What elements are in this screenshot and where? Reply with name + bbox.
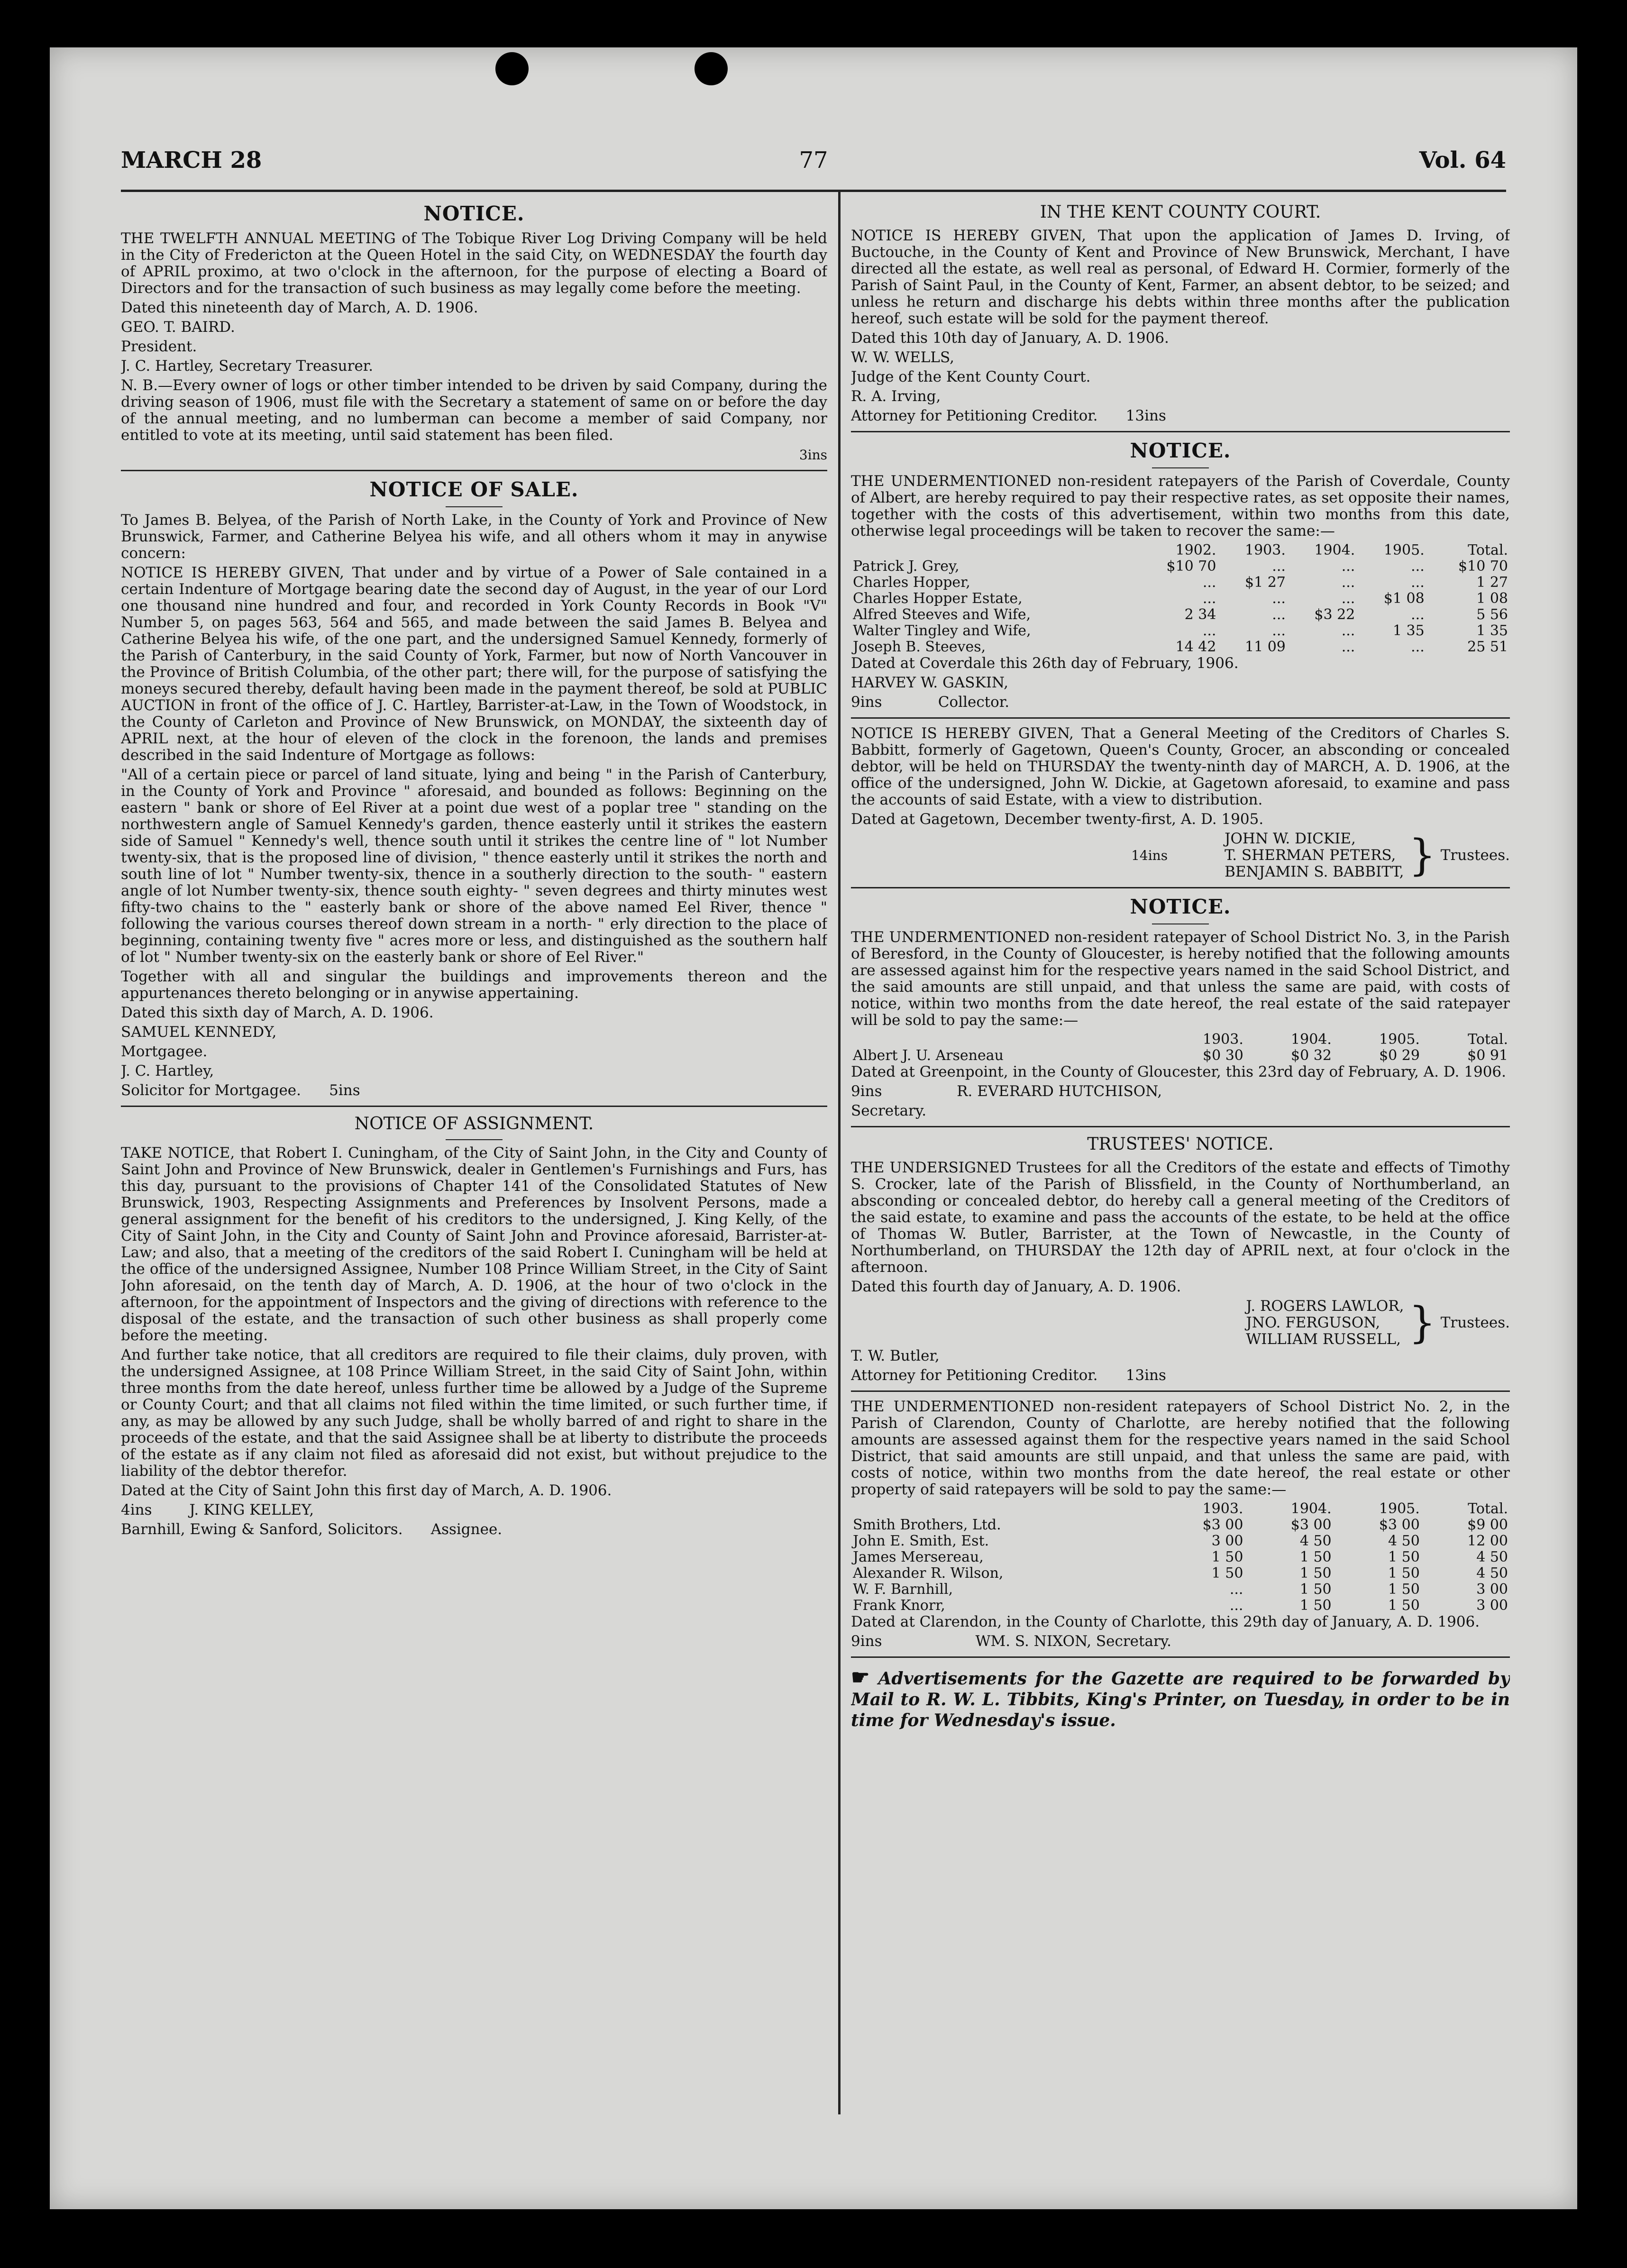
section-rule	[851, 887, 1510, 888]
trustee-name: T. SHERMAN PETERS,	[1225, 847, 1396, 864]
beresford-title: NOTICE.	[1130, 895, 1231, 918]
rate-cell: $3 00	[1202, 1517, 1243, 1533]
rate-total: 3 00	[1476, 1597, 1508, 1614]
rate-cell: 1 50	[1388, 1549, 1420, 1565]
col-header: 1905.	[1379, 1031, 1420, 1048]
rate-cell: $0 32	[1291, 1047, 1332, 1064]
rate-cell: $1 08	[1383, 590, 1425, 607]
kent-attorney: R. A. Irving,	[851, 388, 941, 405]
ratepayer-name: Alfred Steeves and Wife,	[853, 606, 1031, 623]
rate-cell: 1 50	[1299, 1565, 1332, 1582]
coverdale-body: THE UNDERMENTIONED non-resident ratepayers of the Parish of Coverdale, County of Albert, are hereby required to pay their respective rates, as set opposite their names, together with the costs of this advertisement, within two months from this date, otherwise legal proceedings will be taken to recover the same:—	[851, 473, 1510, 540]
table-header-row	[851, 542, 1510, 558]
rate-total: 3 00	[1476, 1581, 1508, 1598]
punch-hole-left	[495, 52, 529, 85]
notice-body: THE TWELFTH ANNUAL MEETING of The Tobique River Log Driving Company will be held in the City of Fredericton at the Queen Hotel in the said City, on WEDNESDAY the fourth day of APRIL proximo, at two o'clock in the afternoon, for the purpose of electing a Board of Directors and for the transaction of such business as may legally come before the meeting.	[121, 230, 827, 297]
sale-signer-role: Mortgagee.	[121, 1043, 208, 1060]
table-row	[851, 639, 1510, 655]
section-rule	[851, 431, 1510, 432]
rate-cell: ...	[1341, 558, 1355, 575]
sale-notice	[121, 478, 827, 1099]
rate-total: 1 27	[1476, 574, 1508, 591]
clarendon-insertions: 9ins	[851, 1633, 882, 1650]
kent-body: NOTICE IS HEREBY GIVEN, That upon the application of James D. Irving, of Buctouche, in the County of Kent and Province of New Brunswick, Merchant, I have directed all the estate, as well real as personal, of Edward H. Cormier, formerly of the Parish of Saint Paul, in the County of Kent, Farmer, an absent debtor, to be seized; and unless he return and discharge his debts within three months after the publication hereof, such estate will be sold for the payment thereof.	[851, 227, 1510, 327]
title-underline	[1152, 467, 1209, 468]
trustee-names	[1246, 1298, 1404, 1348]
assignment-body: TAKE NOTICE, that Robert I. Cuningham, of the City of Saint John, in the City and County of Saint John and Province of New Brunswick, dealer in Gentlemen's Furnishings and Furs, has this day, pursuant to the provisions of Chapter 141 of the Consolidated Statutes of New Brunswick, 1903, Respecting Assignments and Preferences by Insolvent Persons, made a general assignment for the benefit of his creditors to the undersigned, J. King Kelly, of the City of Saint John, in the City and County of Saint John and Province aforesaid, Barrister-at-Law; and also, that a meeting of the creditors of the said Robert I. Cuningham will be held at the office of the undersigned Assignee, Number 108 Prince William Street, in the City of Saint John aforesaid, on the tenth day of March, A. D. 1906, at the hour of two o'clock in the afternoon, for the appointment of Inspectors and the giving of directions with reference to the disposal of the estate, and the transaction of such other business as shall properly come before the meeting.	[121, 1144, 827, 1344]
page-number: 77	[799, 147, 828, 174]
ratepayer-name: W. F. Barnhill,	[853, 1581, 953, 1598]
sale-title: NOTICE OF SALE.	[369, 478, 579, 501]
ratepayer-name: Frank Knorr,	[853, 1597, 945, 1614]
coverdale-insertions: 9ins	[851, 694, 882, 711]
beresford-signer: R. EVERARD HUTCHISON,	[957, 1083, 1162, 1100]
assignment-solicitors: Barnhill, Ewing & Sanford, Solicitors.	[121, 1521, 403, 1538]
table-row	[851, 1549, 1510, 1565]
notice-dated: Dated this nineteenth day of March, A. D. 1906.	[121, 299, 478, 316]
trustees-title: TRUSTEES' NOTICE.	[1087, 1134, 1274, 1154]
assignment-signer-role: Assignee.	[430, 1521, 503, 1538]
col-header	[851, 542, 1134, 558]
kent-attorney-role: Attorney for Petitioning Creditor.	[851, 407, 1098, 424]
rate-cell: $0 30	[1203, 1047, 1243, 1064]
col-header: 1904.	[1314, 542, 1355, 558]
kent-attorney-line	[851, 408, 1510, 424]
trustees-dated: Dated this fourth day of January, A. D. 1906.	[851, 1278, 1181, 1295]
table-header-row	[851, 1501, 1510, 1517]
coverdale-signer: HARVEY W. GASKIN,	[851, 674, 1008, 691]
left-column	[121, 199, 827, 2124]
rate-cell: ...	[1272, 558, 1286, 575]
rate-total: 1 35	[1476, 622, 1508, 639]
trustees-insertions: 13ins	[1125, 1367, 1166, 1384]
section-rule	[851, 1656, 1510, 1658]
ratepayer-name: James Mersereau,	[853, 1549, 984, 1565]
rate-cell: 11 09	[1245, 639, 1286, 655]
beresford-rates-table	[851, 1032, 1510, 1064]
rate-total: 12 00	[1467, 1533, 1508, 1549]
coverdale-role-line	[851, 694, 1510, 711]
col-header: 1905.	[1383, 542, 1425, 558]
brace-glyph: }	[1408, 1298, 1436, 1348]
rate-cell: 1 35	[1392, 622, 1425, 639]
rate-cell: 1 50	[1299, 1581, 1332, 1598]
clarendon-signer-line	[851, 1633, 1510, 1650]
babbitt-notice	[851, 725, 1510, 880]
right-column	[851, 199, 1510, 2124]
gazette-page	[50, 47, 1577, 2209]
sale-address: To James B. Belyea, of the Parish of North Lake, in the County of York and Province of New Brunswick, Farmer, and Catherine Belyea his wife, and all others whom it may in anywise concern:	[121, 512, 827, 562]
sale-dated: Dated this sixth day of March, A. D. 1906.	[121, 1004, 434, 1021]
assignment-signer: J. KING KELLEY,	[189, 1501, 314, 1518]
col-header: 1904.	[1291, 1031, 1332, 1048]
table-row	[851, 1582, 1510, 1598]
clarendon-rates-table	[851, 1501, 1510, 1614]
rate-total: 5 56	[1476, 606, 1508, 623]
babbitt-dated: Dated at Gagetown, December twenty-first, A. D. 1905.	[851, 811, 1264, 828]
header-rule	[121, 190, 1506, 192]
trustees-attorney-line	[851, 1367, 1510, 1384]
beresford-signer-role: Secretary.	[851, 1102, 927, 1119]
rate-cell: $0 29	[1379, 1047, 1420, 1064]
col-header: 1902.	[1175, 542, 1216, 558]
trustees-body: THE UNDERSIGNED Trustees for all the Creditors of the estate and effects of Timothy S. Crocker, late of the Parish of Blissfield, in the County of Northumberland, an absconding or concealed debtor, do hereby call a general meeting of the Creditors of the said estate, to examine and pass the accounts of the estate, to be held at the office of Thomas W. Butler, Barrister, at the Town of Newcastle, in the County of Northumberland, on THURSDAY the 12th day of APRIL next, at four o'clock in the afternoon.	[851, 1159, 1510, 1276]
crocker-trustees	[851, 1298, 1510, 1348]
sale-signer: SAMUEL KENNEDY,	[121, 1024, 277, 1041]
babbitt-insertions: 14ins	[1131, 848, 1168, 863]
rate-cell: 1 50	[1388, 1581, 1420, 1598]
kent-signer: W. W. WELLS,	[851, 349, 954, 366]
col-header: 1904.	[1290, 1500, 1332, 1517]
clarendon-notice	[851, 1399, 1510, 1650]
col-header	[851, 1032, 1157, 1048]
rate-cell: ...	[1341, 574, 1355, 591]
beresford-dated: Dated at Greenpoint, in the County of Gloucester, this 23rd day of February, A. D. 1906.	[851, 1063, 1506, 1080]
col-header: 1903.	[1203, 1031, 1243, 1048]
table-row	[851, 558, 1510, 575]
title-underline	[446, 506, 503, 507]
coverdale-notice	[851, 439, 1510, 711]
assignment-signer-line	[121, 1502, 827, 1518]
clarendon-signer: WM. S. NIXON, Secretary.	[975, 1633, 1172, 1650]
ratepayer-name: Albert J. U. Arseneau	[853, 1047, 1004, 1064]
kent-signer-role: Judge of the Kent County Court.	[851, 368, 1091, 385]
rate-cell: 2 34	[1184, 606, 1216, 623]
rate-cell: 1 50	[1388, 1565, 1420, 1582]
punch-hole-right	[695, 52, 728, 85]
rate-cell: ...	[1272, 590, 1286, 607]
table-row	[851, 1565, 1510, 1582]
assignment-notice	[121, 1114, 827, 1538]
table-row	[851, 1048, 1510, 1064]
rate-total: $0 91	[1467, 1047, 1508, 1064]
section-rule	[851, 717, 1510, 719]
ratepayer-name: Smith Brothers, Ltd.	[853, 1517, 1001, 1533]
rate-cell: $10 70	[1166, 558, 1216, 575]
table-row	[851, 607, 1510, 623]
rate-total: 4 50	[1476, 1565, 1508, 1582]
col-header: Total.	[1468, 1031, 1508, 1048]
rate-cell: $3 00	[1379, 1517, 1420, 1533]
rate-cell: 1 50	[1299, 1549, 1332, 1565]
sale-insertions: 5ins	[329, 1082, 360, 1099]
col-header	[851, 1501, 1157, 1517]
ratepayer-name: Joseph B. Steeves,	[853, 639, 986, 655]
assignment-insertions: 4ins	[121, 1501, 152, 1518]
rate-cell: 1 50	[1211, 1549, 1243, 1565]
table-row	[851, 623, 1510, 639]
notice-title: NOTICE.	[423, 202, 525, 225]
trustee-name: J. ROGERS LAWLOR,	[1246, 1298, 1404, 1315]
trustee-name: JOHN W. DICKIE,	[1225, 830, 1356, 847]
assignment-body-2: And further take notice, that all creditors are required to file their claims, duly proven, with the undersigned Assignee, at 108 Prince William Street, in the said City of Saint John, within three months from the date hereof, unless further time be allowed by a Judge of the Supreme or County Court; and that all claims not filed within the time limited, or such further time, if any, as may be allowed by any such Judge, shall be wholly barred of and right to share in the proceeds of the estate, and that the said Assignee shall be at liberty to distribute the proceeds of the estate as if any claim not filed as aforesaid did not exist, but without prejudice to the liability of the debtor therefor.	[121, 1346, 827, 1480]
clarendon-dated: Dated at Clarendon, in the County of Charlotte, this 29th day of January, A. D. 1906.	[851, 1613, 1480, 1630]
rate-cell: ...	[1411, 574, 1425, 591]
coverdale-dated: Dated at Coverdale this 26th day of February, 1906.	[851, 655, 1239, 672]
advertisement-notice	[851, 1667, 1510, 1731]
rate-cell: 4 50	[1299, 1533, 1332, 1549]
section-rule	[121, 1106, 827, 1107]
beresford-insertions: 9ins	[851, 1083, 882, 1100]
kent-title: IN THE KENT COUNTY COURT.	[1040, 202, 1321, 222]
table-row	[851, 1598, 1510, 1614]
trustees-attorney-role: Attorney for Petitioning Creditor.	[851, 1367, 1098, 1384]
sale-solicitor: J. C. Hartley,	[121, 1062, 214, 1079]
rate-cell: 1 50	[1211, 1565, 1243, 1582]
table-row	[851, 1533, 1510, 1549]
rate-total: $10 70	[1458, 558, 1508, 575]
rate-cell: $3 00	[1290, 1517, 1332, 1533]
babbitt-trustees	[851, 831, 1510, 880]
rate-cell: 14 42	[1175, 639, 1216, 655]
rate-cell: ...	[1341, 622, 1355, 639]
page-header	[121, 147, 1506, 190]
beresford-signer-line	[851, 1083, 1510, 1100]
pointing-hand-icon: ☛	[851, 1665, 870, 1690]
rate-cell: ...	[1202, 574, 1216, 591]
sale-solicitor-role	[121, 1082, 827, 1099]
col-header: Total.	[1468, 1500, 1508, 1517]
col-header: 1903.	[1245, 542, 1286, 558]
ratepayer-name: Charles Hopper,	[853, 574, 970, 591]
trustee-names	[1225, 831, 1404, 880]
signer-role: President.	[121, 338, 197, 355]
trustee-name: BENJAMIN S. BABBITT,	[1225, 863, 1404, 880]
rate-cell: ...	[1202, 622, 1216, 639]
col-header: 1905.	[1379, 1500, 1420, 1517]
rate-cell: ...	[1411, 639, 1425, 655]
rate-total: 25 51	[1467, 639, 1508, 655]
trustees-label: Trustees.	[1440, 1314, 1510, 1331]
table-header-row	[851, 1032, 1510, 1048]
table-row	[851, 1517, 1510, 1533]
ratepayer-name: Charles Hopper Estate,	[853, 590, 1023, 607]
sale-together: Together with all and singular the buildings and improvements thereon and the appurtenances thereto belonging or in anywise appertaining.	[121, 968, 827, 1002]
coverdale-signer-role: Collector.	[938, 694, 1010, 711]
sale-body: NOTICE IS HEREBY GIVEN, That under and by virtue of a Power of Sale contained in a certain Indenture of Mortgage bearing date the second day of August, in the year of our Lord one thousand nine hundred and four, and recorded in York County Records in Book "V" Number 5, on pages 563, 564 and 565, and made between the said James B. Belyea and Catherine Belyea his wife, of the one part, and the undersigned Samuel Kennedy, formerly of the Parish of Canterbury, in the said County of York, Farmer, but now of North Vancouver in the Province of British Columbia, of the other part; there will, for the purpose of satisfying the moneys secured thereby, default having been made in the payment thereof, be sold at PUBLIC AUCTION in front of the office of J. C. Hartley, Barrister-at-Law, in the Town of Woodstock, in the County of Carleton and Province of New Brunswick, on MONDAY, the sixteenth day of APRIL next, at the hour of eleven of the clock in the forenoon, the lands and premises described in the said Indenture of Mortgage as follows:	[121, 564, 827, 764]
title-underline	[446, 1139, 503, 1140]
section-rule	[121, 470, 827, 471]
kent-dated: Dated this 10th day of January, A. D. 1906.	[851, 329, 1169, 347]
insertions-count: 3ins	[799, 447, 827, 463]
assignment-title: NOTICE OF ASSIGNMENT.	[354, 1114, 594, 1134]
trustee-name: JNO. FERGUSON,	[1246, 1314, 1380, 1331]
beresford-notice	[851, 895, 1510, 1119]
rate-cell: $3 22	[1314, 606, 1355, 623]
rate-cell: ...	[1272, 622, 1286, 639]
coverdale-title: NOTICE.	[1130, 439, 1231, 462]
tobique-notice	[121, 202, 827, 463]
advertisement-text: Advertisements for the Gazette are required to be forwarded by Mail to R. W. L. Tibbits, King's Printer, on Tuesday, in order to be in time for Wednesday's issue.	[851, 1669, 1510, 1730]
brace-glyph: }	[1408, 830, 1436, 880]
rate-cell: ...	[1341, 639, 1355, 655]
section-rule	[851, 1126, 1510, 1127]
rate-cell: ...	[1272, 606, 1286, 623]
rate-cell: $1 27	[1245, 574, 1286, 591]
assignment-dated: Dated at the City of Saint John this first day of March, A. D. 1906.	[121, 1482, 612, 1499]
nb-paragraph: N. B.—Every owner of logs or other timber intended to be driven by said Company, during the driving season of 1906, must file with the Secretary a statement of same on or before the day of the annual meeting, and no lumberman can become a member of said Company, nor entitled to vote at its meeting, until said statement has been filed.	[121, 377, 827, 444]
rate-cell: 1 50	[1388, 1597, 1420, 1614]
col-header: 1903.	[1202, 1500, 1243, 1517]
trustees-notice	[851, 1134, 1510, 1384]
section-rule	[851, 1390, 1510, 1392]
beresford-body: THE UNDERMENTIONED non-resident ratepayer of School District No. 3, in the Parish of Beresford, in the County of Gloucester, is hereby notified that the following amounts are assessed against him for the respective years named in the said School District, and the said amounts are still unpaid, and that unless the same are paid, with costs of notice, within two months from the date hereof, the real estate of the said ratepayer will be sold to pay the same:—	[851, 929, 1510, 1029]
col-header: Total.	[1468, 542, 1508, 558]
sale-description: "All of a certain piece or parcel of land situate, lying and being " in the Parish of Canterbury, in the County of York and Province " aforesaid, and bounded as follows: Beginning on the eastern " bank or shore of Eel River at a point due west of a poplar tree " standing on the northwestern angle of Samuel Kennedy's garden, thence easterly until it strikes the eastern side of Samuel " Kennedy's well, thence south until it strikes the centre line of " lot Number twenty-six, that is the proposed line of division, " thence easterly until it strikes the north and south line of lot " Number twenty-six, thence in a southerly direction to the south- " eastern angle of lot Number twenty-six, thence south eighty- " seven degrees and thirty minutes west fifty-two chains to the " easterly bank or shore of the above named Eel River, thence " following the various courses thereof down stream in a north- " erly direction to the place of beginning, containing twenty five " acres more or less, and distinguished as the southern half of lot " Number twenty-six on the easterly bank or shore of Eel River."	[121, 766, 827, 966]
table-row	[851, 591, 1510, 607]
rate-cell: ...	[1341, 590, 1355, 607]
rate-total: $9 00	[1467, 1517, 1508, 1533]
rate-cell: ...	[1202, 590, 1216, 607]
solicitor-role-text: Solicitor for Mortgagee.	[121, 1082, 302, 1099]
ratepayer-name: Patrick J. Grey,	[853, 558, 960, 575]
kent-court-notice	[851, 202, 1510, 424]
rate-cell: 3 00	[1211, 1533, 1243, 1549]
rate-cell: 4 50	[1388, 1533, 1420, 1549]
ratepayer-name: Alexander R. Wilson,	[853, 1565, 1004, 1582]
coverdale-rates-table	[851, 542, 1510, 655]
rate-total: 4 50	[1476, 1549, 1508, 1565]
rate-cell: ...	[1411, 558, 1425, 575]
volume-number: Vol. 64	[1419, 147, 1506, 174]
secretary-line: J. C. Hartley, Secretary Treasurer.	[121, 357, 374, 375]
clarendon-body: THE UNDERMENTIONED non-resident ratepayers of School District No. 2, in the Parish of Clarendon, County of Charlotte, are hereby notified that the following amounts are assessed against them for the respective years named in the said School District, that said amounts are still unpaid, and that unless the same are paid, with costs of notice, within two months from the date hereof, the real estate or other property of said ratepayers will be sold to pay the same:—	[851, 1398, 1510, 1498]
kent-insertions: 13ins	[1125, 407, 1166, 424]
ratepayer-name: John E. Smith, Est.	[853, 1533, 989, 1549]
babbitt-body: NOTICE IS HEREBY GIVEN, That a General Meeting of the Creditors of Charles S. Babbitt, formerly of Gagetown, Queen's County, Grocer, an absconding or concealed debtor, will be held on THURSDAY the twenty-ninth day of MARCH, A. D. 1906, at the office of the undersigned, John W. Dickie, at Gagetown aforesaid, to examine and pass the accounts of said Estate, with a view to distribution.	[851, 725, 1510, 808]
rate-cell: ...	[1411, 606, 1425, 623]
assignment-solicitors-line	[121, 1521, 827, 1538]
signer-name: GEO. T. BAIRD.	[121, 319, 235, 336]
trustee-name: WILLIAM RUSSELL,	[1246, 1331, 1401, 1348]
trustees-label: Trustees.	[1440, 847, 1510, 864]
trustees-attorney: T. W. Butler,	[851, 1347, 940, 1364]
rate-total: 1 08	[1476, 590, 1508, 607]
column-divider	[838, 192, 841, 2114]
table-row	[851, 575, 1510, 591]
issue-date: MARCH 28	[121, 147, 262, 174]
rate-cell: ...	[1229, 1581, 1243, 1598]
rate-cell: 1 50	[1299, 1597, 1332, 1614]
rate-cell: ...	[1229, 1597, 1243, 1614]
ratepayer-name: Walter Tingley and Wife,	[853, 622, 1031, 639]
